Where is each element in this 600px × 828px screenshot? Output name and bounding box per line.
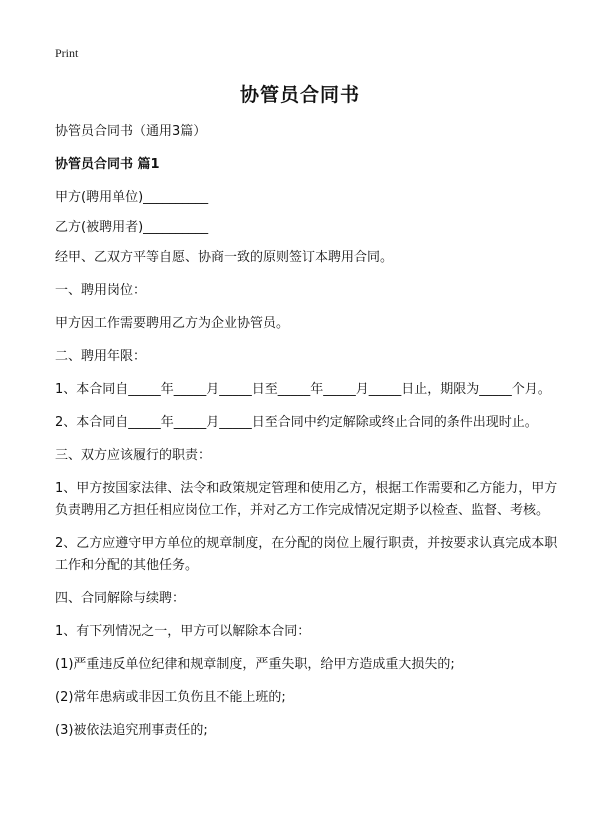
clause-2-item-2: 2、本合同自_____年_____月_____日至合同中约定解除或终止合同的条件出现时止。 (55, 415, 538, 430)
clause-3-item-1: 1、甲方按国家法律、法令和政策规定管理和使用乙方，根据工作需要和乙方能力，甲方负责聘用乙方担任相应岗位工作，并对乙方工作完成情况定期予以检查、监督、考核。 (55, 481, 558, 518)
clause-3-item-2: 2、乙方应遵守甲方单位的规章制度，在分配的岗位上履行职责，并按要求认真完成本职工作和分配的其他任务。 (55, 536, 558, 573)
clause-4-sub-2: (2)常年患病或非因工负伤且不能上班的; (55, 690, 286, 705)
print-link[interactable]: Print (55, 46, 79, 60)
party-a-line: 甲方(聘用单位)__________ (55, 190, 209, 205)
clause-1-text: 甲方因工作需要聘用乙方为企业协管员。 (55, 316, 290, 331)
clause-4-sub-1: (1)严重违反单位纪律和规章制度，严重失职，给甲方造成重大损失的; (55, 657, 455, 672)
intro-paragraph: 经甲、乙双方平等自愿、协商一致的原则签订本聘用合同。 (55, 250, 394, 265)
document-title: 协管员合同书 (239, 84, 360, 106)
clause-2-heading: 二、聘用年限： (55, 349, 147, 364)
clause-4-item-1: 1、有下列情况之一，甲方可以解除本合同： (55, 624, 311, 639)
party-b-line: 乙方(被聘用者)__________ (55, 220, 209, 235)
clause-2-item-1: 1、本合同自_____年_____月_____日至_____年_____月_____日止，期限为_____个月。 (55, 382, 551, 397)
section-title: 协管员合同书 篇1 (55, 157, 160, 172)
document-subtitle: 协管员合同书（通用3篇） (55, 124, 207, 139)
clause-1-heading: 一、聘用岗位： (55, 283, 147, 298)
document-body (55, 121, 560, 753)
clause-3-heading: 三、双方应该履行的职责： (55, 448, 212, 463)
clause-4-heading: 四、合同解除与续聘： (55, 591, 186, 606)
clause-4-sub-3: (3)被依法追究刑事责任的; (55, 723, 208, 738)
